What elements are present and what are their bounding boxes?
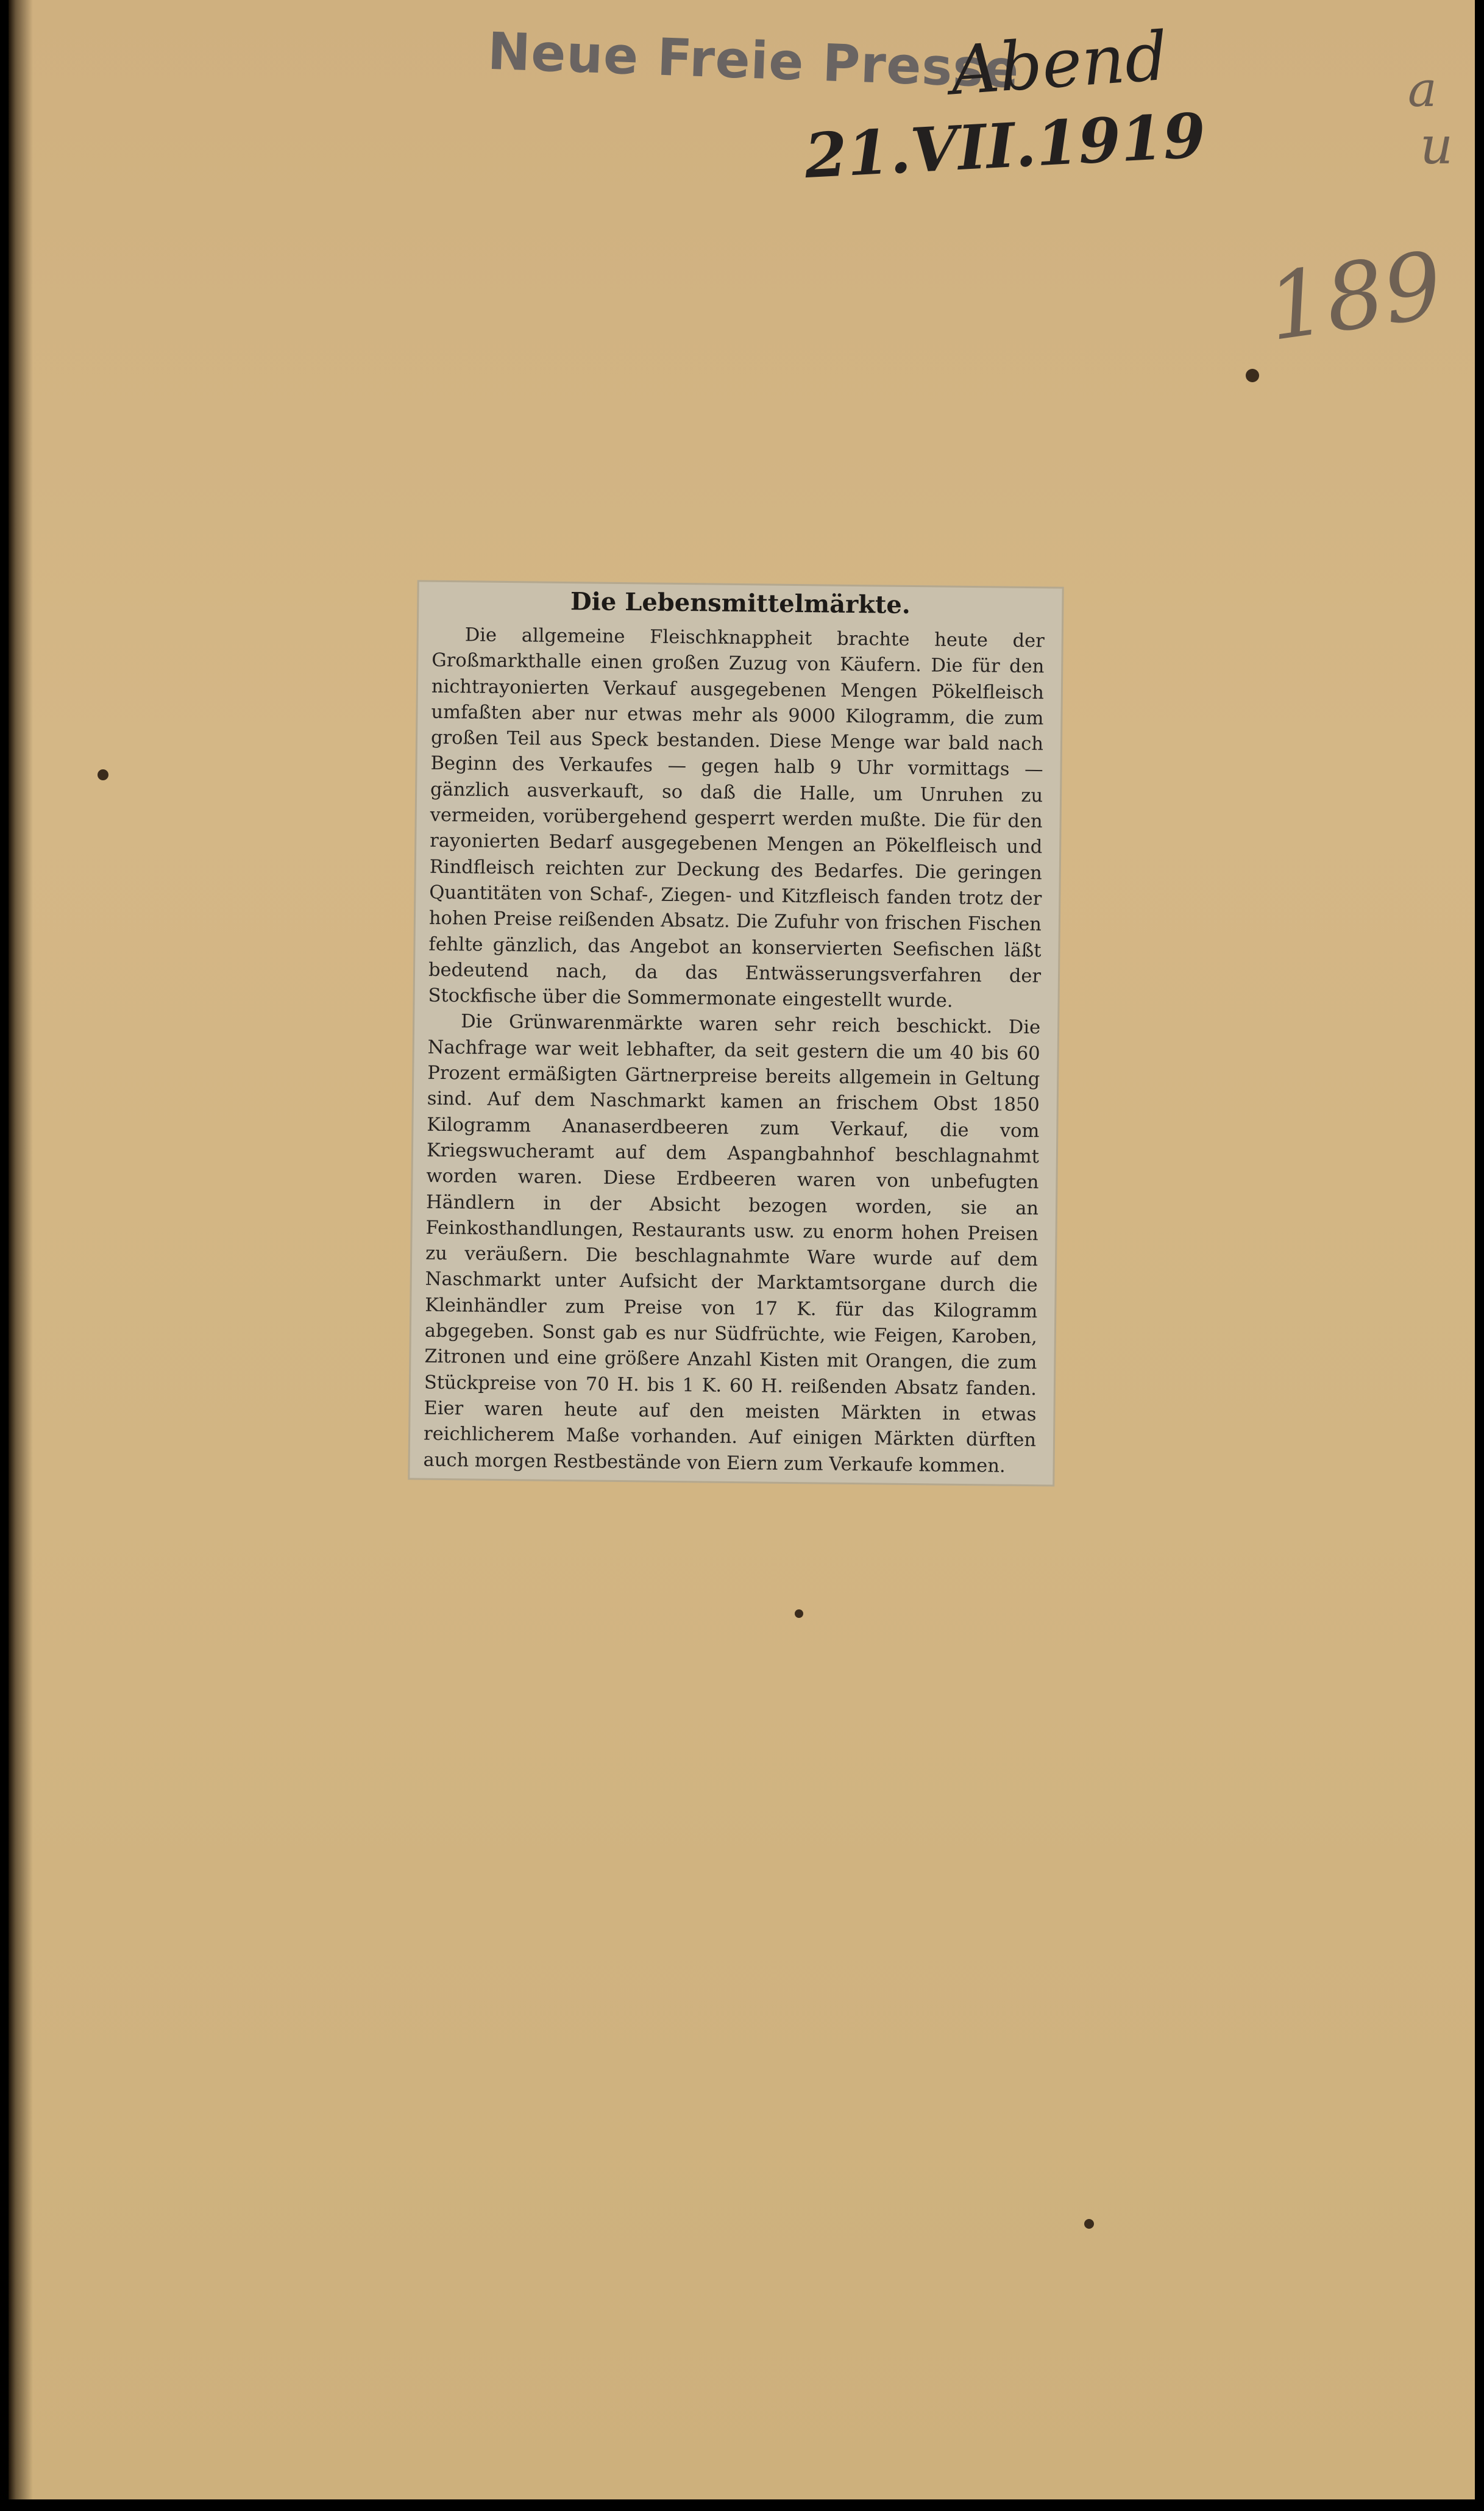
newspaper-stamp: Neue Freie Presse: [486, 21, 1021, 100]
clipping-paragraph: Die allgemeine Fleischknappheit brachte heute der Großmarkthalle einen großen Zuzug von Käufern. Die für den nichtrayonierten Verkauf ausgegebenen Mengen Pökelfleisch umfaßten aber nur etwas mehr als 9000 Kilogramm, die zum großen Teil aus Speck bestanden. Diese Menge war bald nach Beginn des Verkaufes — gegen halb 9 Uhr vormittags — gänzlich ausverkauft, so daß die Halle, um Unruhen zu vermeiden, vorübergehend gesperrt werden mußte. Die für den rayonierten Bedarf ausgegebenen Mengen an Pökelfleisch und Rindfleisch reichten zur Deckung des Bedarfes. Die geringen Quantitäten von Schaf-, Ziegen- und Kitzfleisch fanden trotz der hohen Preise reißenden Absatz. Die Zufuhr von frischen Fischen fehlte gänzlich, das Angebot an konservierten Seefischen läßt bedeutend nach, da das Entwässerungsverfahren der Stockfische über die Sommermonate eingestellt wurde.: [428, 624, 1045, 1012]
handwritten-date: 21.VII.1919: [803, 99, 1207, 193]
stain-spot: [1246, 369, 1259, 382]
pencil-letter-u: u: [1420, 116, 1454, 176]
clipping-title: Die Lebensmittelmärkte.: [570, 587, 911, 619]
stain-spot: [1084, 2219, 1094, 2229]
stain-spot: [795, 1609, 803, 1618]
pencil-letter-a: a: [1408, 61, 1437, 118]
clipping-body: [423, 622, 1045, 1480]
stain-spot: [98, 769, 108, 780]
clipping-paragraph: Die Grünwarenmärkte waren sehr reich beschickt. Die Nachfrage war weit lebhafter, da seit gestern die um 40 bis 60 Prozent ermäßigten Gärtnerpreise bereits allgemein in Geltung sind. Auf dem Naschmarkt kamen an frischem Obst 1850 Kilogramm Ananaserdbeeren zum Verkauf, die vom Kriegswucheramt auf dem Aspangbahnhof beschlagnahmt worden waren. Diese Erdbeeren waren von unbefugten Händlern in der Absicht bezogen worden, sie an Feinkosthandlungen, Restaurants usw. zu enorm hohen Preisen zu veräußern. Die beschlagnahmte Ware wurde auf dem Naschmarkt unter Aufsicht der Marktamtsorgane durch die Kleinhändler zum Preise von 17 K. für das Kilogramm abgegeben. Sonst gab es nur Südfrüchte, wie Feigen, Karoben, Zitronen und eine größere Anzahl Kisten mit Orangen, die zum Stückpreise von 70 H. bis 1 K. 60 H. reißenden Absatz fanden. Eier waren heute auf den meisten Märkten in etwas reichlicherem Maße vorhanden. Auf einigen Märkten dürften auch morgen Restbestände von Eiern zum Verkaufe kommen.: [423, 1011, 1041, 1477]
newspaper-clipping: [410, 582, 1062, 1485]
handwritten-edition: Abend: [948, 16, 1171, 110]
torn-left-edge: [9, 0, 33, 2499]
pencil-archive-number: 189: [1261, 232, 1449, 362]
